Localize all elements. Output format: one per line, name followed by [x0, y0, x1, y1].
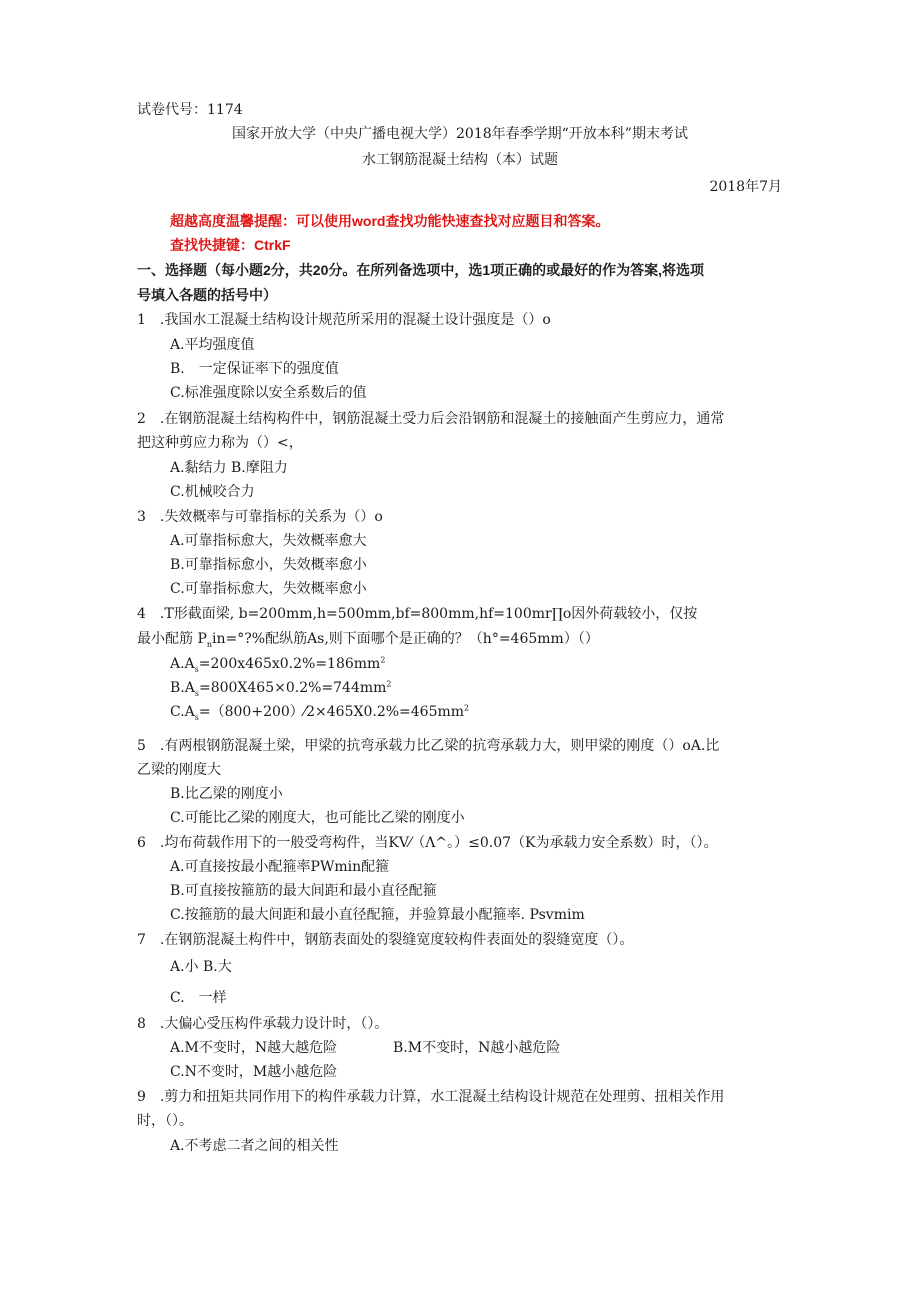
- question-5-option-c: C.可能比乙梁的刚度大，也可能比乙梁的刚度小: [170, 810, 465, 826]
- question-8-option-a: A.M不变时，N越大越危险: [170, 1040, 338, 1056]
- notice-line-1: 超越高度温馨提醒：可以使用word查找功能快速查找对应题目和答案。: [170, 213, 610, 229]
- question-4-stem-part-1: 最小配筋 P: [137, 631, 207, 647]
- question-3-option-c: C.可靠指标愈大，失效概率愈小: [170, 581, 367, 597]
- question-7-option-c: C. 一样: [170, 990, 227, 1006]
- question-4-stem-line-2: [137, 629, 599, 649]
- question-4-option-c-subscript: s: [194, 712, 199, 722]
- question-2-stem-line-2: 把这种剪应力称为（）<，: [137, 435, 303, 451]
- question-6-stem: 6 .均布荷载作用下的一般受弯构件，当KV⁄（Λ^。）≤0.07（K为承载力安全系数）时，（）。: [137, 835, 718, 851]
- question-9-stem-line-1: 9 .剪力和扭矩共同作用下的构件承载力计算，水工混凝土结构设计规范在处理剪、扭相关作用: [137, 1089, 725, 1105]
- question-4-option-b: [170, 678, 392, 698]
- section-heading-line-2: 号填入各题的括号中）: [137, 287, 277, 303]
- question-5-stem-line-2: 乙梁的刚度大: [137, 762, 221, 778]
- exam-title: 国家开放大学（中央广播电视大学）2018年春季学期“开放本科”期末考试: [232, 126, 688, 142]
- question-6-option-a: A.可直接按最小配箍率PWmin配箍: [170, 859, 390, 875]
- question-7-stem: 7 .在钢筋混凝土构件中，钢筋表面处的裂缝宽度较构件表面处的裂缝宽度（）。: [137, 932, 634, 948]
- exam-subtitle: 水工钢筋混凝土结构（本）试题: [362, 152, 558, 168]
- exam-date: 2018年7月: [709, 179, 782, 195]
- question-9-option-a: A.不考虑二者之间的相关性: [170, 1138, 339, 1154]
- question-1-option-b: B. 一定保证率下的强度值: [170, 361, 339, 377]
- question-7-options-ab: A.小 B.大: [170, 959, 232, 975]
- question-1-stem: 1 .我国水工混凝土结构设计规范所采用的混凝土设计强度是（）o: [137, 312, 551, 328]
- question-4-stem-line-1: 4 .T形截面梁, b=200mm,h=500mm,bf=800mm,hf=100mr∏o因外荷载较小，仅按: [137, 606, 698, 622]
- question-4-option-a-superscript: 2: [380, 655, 386, 665]
- question-4-option-b-superscript: 2: [386, 679, 392, 689]
- question-4-option-b-formula: =800X465×0.2%=744mm: [198, 680, 387, 696]
- question-2-option-c: C.机械咬合力: [170, 484, 255, 500]
- question-6-option-b: B.可直接按箍筋的最大间距和最小直径配箍: [170, 883, 437, 899]
- question-1-option-a: A.平均强度值: [170, 337, 255, 353]
- question-2-options-ab: A.黏结力 B.摩阻力: [170, 460, 288, 476]
- question-9-stem-line-2: 时，（）。: [137, 1113, 193, 1129]
- question-5-stem-line-1: 5 .有两根钢筋混凝土梁，甲梁的抗弯承载力比乙梁的抗弯承载力大，则甲梁的刚度（）oA.比: [137, 738, 720, 754]
- question-4-option-c-superscript: 2: [464, 703, 470, 713]
- question-5-option-b: B.比乙梁的刚度小: [170, 786, 283, 802]
- question-4-option-a: [170, 654, 385, 674]
- question-4-option-c: [170, 702, 469, 722]
- question-4-option-a-formula: =200x465x0.2%=186mm: [198, 656, 381, 672]
- question-4-option-a-subscript: s: [194, 664, 199, 674]
- question-6-option-c: C.按箍筋的最大间距和最小直径配箍，并验算最小配箍率. Psvmim: [170, 907, 585, 923]
- question-8-option-c: C.N不变时，M越小越危险: [170, 1064, 338, 1080]
- section-heading-line-1: 一、选择题（每小题2分，共20分。在所列备选项中，选1项正确的或最好的作为答案,将选项: [137, 262, 705, 278]
- question-2-stem-line-1: 2 .在钢筋混凝土结构构件中，钢筋混凝土受力后会沿钢筋和混凝土的接触面产生剪应力，通常: [137, 411, 725, 427]
- question-4-option-b-prefix: B.A: [170, 680, 195, 696]
- question-4-stem-part-2: in=°?%配纵筋As,则下面哪个是正确的？（h°=465mm）（）: [212, 631, 599, 647]
- question-4-option-c-formula: =（800+200）⁄2×465X0.2%=465mm: [198, 704, 465, 720]
- question-8-stem: 8 .大偏心受压构件承载力设计时，（）。: [137, 1016, 389, 1032]
- question-1-option-c: C.标准强度除以安全系数后的值: [170, 385, 367, 401]
- question-3-option-a: A.可靠指标愈大，失效概率愈大: [170, 533, 367, 549]
- question-4-option-c-prefix: C.A: [170, 704, 195, 720]
- question-3-stem: 3 .失效概率与可靠指标的关系为（）o: [137, 509, 383, 525]
- notice-line-2: 查找快捷键：CtrkF: [170, 237, 291, 253]
- question-3-option-b: B.可靠指标愈小，失效概率愈小: [170, 557, 367, 573]
- question-4-option-b-subscript: s: [194, 688, 199, 698]
- question-4-stem-subscript: n: [206, 639, 213, 649]
- question-4-option-a-prefix: A.A: [170, 656, 195, 672]
- question-8-option-b: B.M不变时，N越小越危险: [393, 1040, 561, 1056]
- paper-code: 试卷代号：1174: [137, 102, 243, 118]
